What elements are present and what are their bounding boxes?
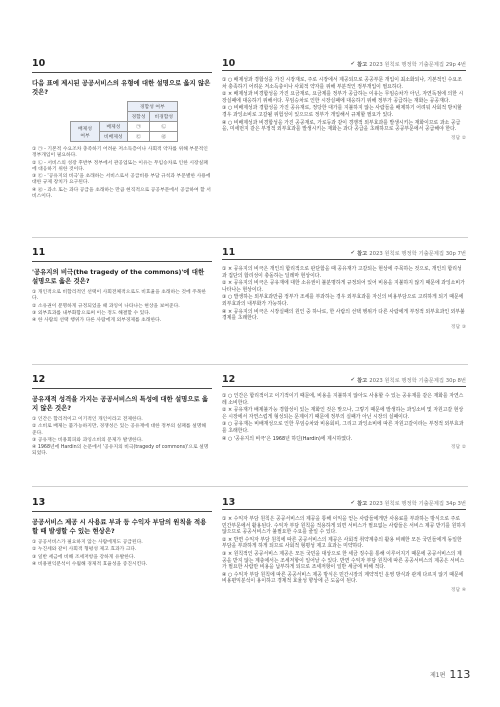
answer-block-13 [222, 497, 466, 593]
option: ③ 외부효과를 내부화함으로써 이는 정도 해결할 수 있다. [32, 310, 151, 316]
explanation-item: ④ ○ '공유지의 비극'은 1968년 하딘(Hardin)에 제시하였다. [222, 435, 353, 442]
answer-key: 정답 ④ [450, 587, 466, 593]
option: ④ 한 사람의 선택 행위가 다른 사람에게 외부경제를 초래한다. [32, 318, 162, 324]
option: ④ ㉣ - 과소 또는 과다 공급을 초래하는 만큼 현직적으로 공공부문에서 공급하여 할 서비스이다. [32, 187, 211, 200]
option: ① ㉠ - 기본적 수요조차 충족하기 어려운 저소득층이나 사회적 약자를 위해 부분적인 정부개입이 필요하다. [32, 147, 208, 159]
page-footer [430, 668, 470, 681]
reference: ✔ 참고 2023 원칙로 행정학 기출문제집 29p 4번 [350, 61, 466, 68]
option: ④ 1968년에 Hardin의 논문에서 '공유지의 비극(tragedy of commons)'으로 설명되었다. [32, 445, 209, 457]
explanation-item: ④ ○ 수익자 부담 원칙에 따른 공공서비스 제공 방식은 민간시장의 계약적인 운영 방식과 관계 다르지 않기 때문에 비용편익분석이 용이하고 경제적 효율성 향상에 큰 도움이 된다. [222, 571, 464, 585]
question-block-11 [32, 247, 212, 325]
reference: ✔ 참고 2023 원칙로 행정학 기출문제집 30p 7번 [350, 250, 466, 257]
explanation-item: ④ ○ 비배제성과 비경합성을 가진 공공재로, 가로등과 같이 경쟁적 외부효과를 발생시키는 재화이므로 과소 공급을, 미세먼지 같은 부정적 외부효과를 발생시키는 재화는 과다 공급을 초래하므로 공공부문에서 공급해야 한다. [222, 119, 461, 133]
explanation-item: ② × 배제성과 비경합성을 가진 요금재로, 요금제를 정부가 공급하는 이유는 무임승차가 아닌, 자연독점에 의한 시장실패에 대응하기 위해서다. 무임승차로 인한 시장실패에 대응하기 위해 정부가 공급하는 재화는 공공재다. [222, 91, 464, 104]
explanation [222, 77, 466, 133]
check-book-icon: ✔ [350, 377, 355, 383]
table-row-label: 비배제성 [100, 132, 128, 142]
table-cell: ㉡ [150, 122, 178, 132]
explanation-item: ② × 공유재가 배제불가능 경합성이 있는 재화인 것은 맞으나, 그렇기 때문에 발생하는 과잉소비 및 자원고갈 현상은 시장에서 자연스럽게 형성되는 문제이기 때문에 정부의 실패가 아닌 시장의 실패이다. [222, 407, 464, 420]
option: ③ 공유재는 비용회피와 과잉소비의 문제가 발생한다. [32, 437, 143, 443]
answer-block-11 [222, 247, 466, 330]
explanation-item: ② × 공유지의 비극은 공유재에 대한 소유권이 불분명하게 규정되어 있어 비용을 지불하지 않기 때문에 과잉소비가 나타나는 현상이다. [222, 280, 465, 293]
question-number: 10 [32, 58, 46, 69]
explanation-item: ① ○ 배제성과 경합성을 가진 시장재로, 주로 시장에서 제공되므로 공공부문 개입이 최소화되나, 기본적인 수요조차 충족하기 어려운 저소득층이나 사회적 약자를 위해 부분적인 정부개입이 필요하다. [222, 77, 462, 90]
table-cell: ㉢ [127, 132, 150, 142]
explanation-item: ③ × 원칙적인 공공서비스 제공은 모든 국민을 대상으로 한 세금 징수를 통해 이루어지기 때문에 공공서비스의 제공을 받지 않는 계층에서는 조세저항이 일어날 수 있다. 반면 수익자 부담 원칙에 따른 공공서비스의 제공은 서비스가 필요한 사람만 비용을 납부하게 되므로 조세저항이 일반 세금에 비해 적다. [222, 550, 465, 571]
type-table [70, 101, 178, 142]
explanation-item: ① × 공유지의 비극은 개인의 합리적으로 판단함을 때 공유재가 고갈되는 현상에 주목하는 것으로, 개인의 합리성과 집단의 합리성이 충돌하는 딜레마 현상이다. [222, 266, 462, 279]
answer-number: 10 [222, 58, 236, 69]
table-row-label: 배제성 [100, 122, 128, 132]
option: ④ 비용편익분석이 수월해 경제적 효율성을 증진시킨다. [32, 561, 148, 567]
explanation-item: ④ × 공유지의 비극은 시장실패의 원인 중 하나로, 한 사람의 선택 행위가 다른 사람에게 부정적 외부효과인 외부불경제를 초래한다. [222, 308, 465, 322]
option: ② 소유권이 분명하게 규정되었을 때 과잉이 나타나는 현상을 보여준다. [32, 303, 180, 309]
question-text: 공공서비스 제공 시 사용료 부과 등 수익자 부담의 원칙을 적용할 때 발생할 수 있는 현상은? [32, 518, 207, 535]
page-number: 113 [449, 668, 471, 681]
question-text: 다음 표에 제시된 공공서비스의 유형에 대한 설명으로 옳지 않은 것은? [32, 79, 211, 96]
question-block-12 [32, 374, 212, 459]
explanation-item: ③ ○ 발생하는 외부효과만큼 정부가 조세를 부과하는 경우 외부효과를 자신의 비용부담으로 고려하게 되기 때문에 외부효과의 내부화가 가능하다. [222, 294, 464, 307]
option: ① 공공서비스가 필요하지 않는 사람에게도 공급된다. [32, 540, 143, 545]
table-col: 비경합성 [150, 112, 178, 122]
table-side: 배제성 여부 [71, 122, 100, 142]
option: ③ 일반 세금에 비해 조세저항을 강하게 유발한다. [32, 554, 136, 560]
question-block-13 [32, 497, 212, 569]
explanation-item: ③ ○ 비배제성과 경합성을 가진 공유재로, 정당한 대가를 지불하지 않는 사람들을 배제하기 어려워 사회적 방치할 경우 과잉소비로 고갈될 위험성이 있으므로 정부가 개입해서 규제할 필요가 있다. [222, 105, 462, 118]
answer-number: 12 [222, 374, 236, 385]
question-number: 11 [32, 247, 46, 258]
reference: ✔ 참고 2023 원칙로 행정학 기출문제집 34p 3번 [350, 500, 466, 507]
check-book-icon: ✔ [350, 500, 355, 506]
chapter-label: 제1편 [430, 672, 446, 679]
explanation-item: ② × 반면 수익자 부담 원칙에 따른 공공서비스의 제공은 사회적 취약계층의 활용 비례한 모든 국민들에게 동일한 부담을 부과하게 하게 되므로 사회적 형평성 제고 효과는 미약하다. [222, 536, 462, 550]
table-cell: ㉠ [127, 122, 150, 132]
table-header: 경합성 여부 [127, 102, 177, 112]
option: ② ㉡ - 서비스의 성장 후반부 정부에서 관공업또는 이유는 무임승차로 인한 시장실패에 대응하기 위한 것이다. [32, 160, 208, 172]
option: ③ ㉢ - '공유지의 비극'을 초래하는 서비스로서 공급비용 부담 규칙과 부문별한 사용에 대한 규제 장치가 요구된다. [32, 174, 211, 186]
check-book-icon: ✔ [350, 61, 355, 67]
option: ② 소비로 배제는 불가능하지만, 경쟁성은 있는 공유재에 대한 정부의 실패를 설명해 준다. [32, 424, 206, 436]
table-cell: ㉣ [150, 132, 178, 142]
question-number: 13 [32, 497, 46, 508]
check-book-icon: ✔ [350, 250, 355, 256]
answer-key: 정답 ③ [450, 324, 466, 330]
option: ① 인간은 합리적이고 이기적인 개인이라고 전제한다. [32, 417, 143, 422]
option: ② 누진세와 같이 사회적 형평성 제고 효과가 크다. [32, 547, 137, 553]
question-block-10 [32, 58, 212, 201]
answer-block-12 [222, 374, 466, 450]
answer-number: 13 [222, 497, 236, 508]
explanation [222, 516, 466, 585]
question-text: '공유지의 비극(the tragedy of the commons)'에 대한 설명으로 옳은 것은? [32, 268, 205, 285]
answer-block-10 [222, 58, 466, 141]
answer-key: 정답 ② [450, 135, 466, 141]
answer-key: 정답 ② [450, 445, 466, 451]
table-col: 경합성 [127, 112, 150, 122]
question-text: 공유재적 성격을 가지는 공공서비스의 특성에 대한 설명으로 옳지 않은 것은? [32, 395, 209, 412]
reference: ✔ 참고 2023 원칙로 행정학 기출문제집 30p 8번 [350, 377, 466, 384]
option: ① 개인적으로 비합리적인 선택이 사회전체적으로도 비효율을 초래하는 것에 주목한다. [32, 290, 207, 302]
explanation-item: ① ○ 인간은 합리적이고 이기적이기 때문에, 비용을 지불하지 않아도 사용할 수 있는 공유재를 같은 재화를 자연스레 소비한다. [222, 393, 464, 406]
explanation [222, 266, 466, 322]
answer-number: 11 [222, 247, 236, 258]
explanation-item: ③ ○ 공유재는 비배재성으로 인한 무임승차와 비용회피, 그리고 과잉소비에 따른 자원고갈이라는 부정적 외부효과를 초래한다. [222, 421, 464, 434]
explanation-item: ① × 수익자 부담 원칙은 공공서비스의 제공을 통해 이익을 얻는 사람들에게만 사용료를 부과하는 방식으로 주로 민간부문에서 활용된다. 수익자 부담 원칙을 적용하게 되면 서비스가 필요없는 사람들은 서비스 제공 받기를 원하지 않으므로 공공서비스가 불필요한 수요를 줄일 수 있다. [222, 516, 466, 536]
explanation [222, 393, 466, 442]
question-number: 12 [32, 374, 46, 385]
